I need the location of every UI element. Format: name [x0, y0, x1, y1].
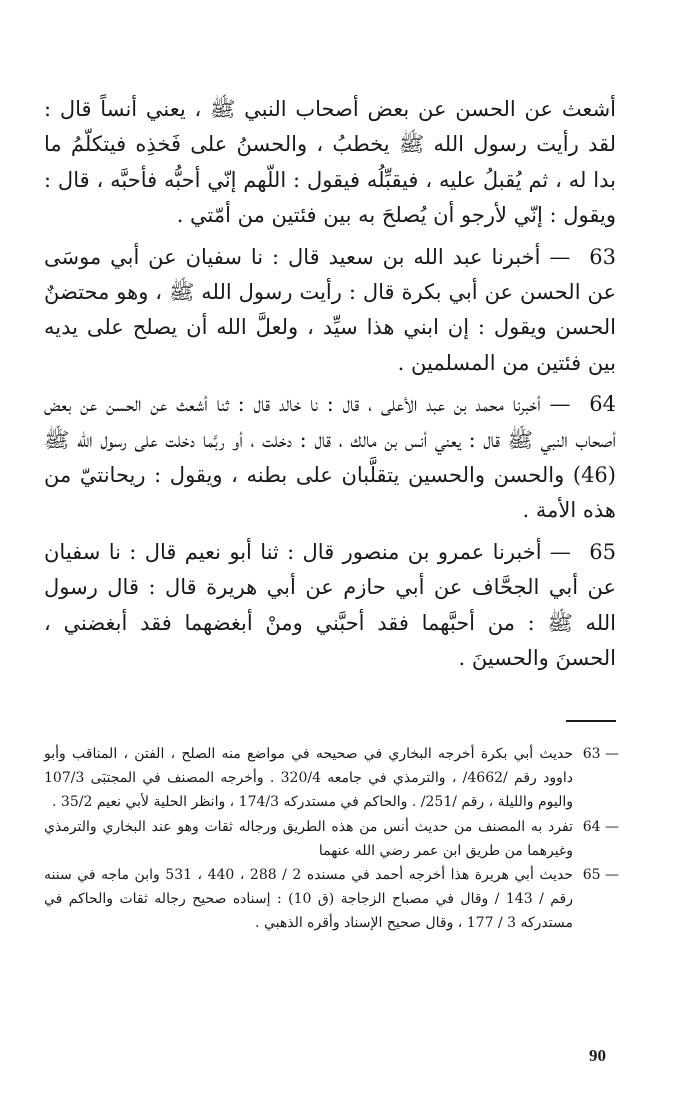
- hadith-64: [44, 387, 616, 529]
- hadith-number: 65: [589, 539, 616, 564]
- hadith-number: 64: [589, 392, 616, 417]
- main-text: [44, 92, 616, 683]
- footnote-text: تفرد به المصنف من حديث أنس من هذه الطريق ورجاله ثقات وهو عند البخاري والترمذي وغيرهما من طريق ابن عمر رضي الله عنهما: [44, 818, 573, 859]
- hadith-text: — أخبرنا عبد الله بن سعيد قال : نا سفيان عن أبي موسَى عن الحسن عن أبي بكرة قال : رأيت رسول الله ﷺ ، وهو محتضنٌ الحسن ويقول : إن ابني هذا سيِّد ، ولعلَّ الله أن يصلح على يديه بين فئتين من المسلمين .: [44, 244, 616, 375]
- hadith-text: — أخبرنا عمرو بن منصور قال : ثنا أبو نعيم قال : نا سفيان عن أبي الجحَّاف عن أبي حازم عن أبي هريرة قال : قال رسول الله ﷺ : من أحبَّهما فقد أحبَّني ومنْ أبغضهما فقد أبغضني ، الحسنَ والحسينَ .: [44, 539, 616, 671]
- footnote-number: 65 —: [582, 867, 619, 884]
- footnote-text: حديث أبي بكرة أخرجه البخاري في صحيحه في مواضع منه الصلح ، الفتن ، المناقب وأبو داوود رقم /4662/ ، والترمذي في جامعه 320/4 . وأخرجه المصنف في المجتبَى 107/3 واليوم والليلة ، رقم /251/ . والحاكم في مستدركه 174/3 ، وانظر الحلية لأبي نعيم 35/2 .: [44, 746, 573, 811]
- hadith-65: [44, 535, 616, 677]
- footnote-63: [44, 742, 619, 815]
- hadith-63: [44, 240, 616, 382]
- paragraph-text: أشعث عن الحسن عن بعض أصحاب النبي ﷺ ، يعني أنساً قال : لقد رأيت رسول الله ﷺ يخطبُ ، والحسنُ على فَخذِه فيتكلّمُ ما بدا له ، ثم يُقبلُ عليه ، فيقبِّلُه فيقول : اللّهم إنّي أحبُّه فأحبَّه ، قال : ويقول : إنّي لأرجو أن يُصلحَ به بين فئتين من أمّتي .: [44, 97, 616, 228]
- footnotes: [44, 742, 619, 936]
- footnote-number: 63 —: [582, 746, 619, 762]
- footnote-text: حديث أبي هريرة هذا أخرجه أحمد في مسنده 2 / 288 ، 440 ، 531 وابن ماجه في سننه رقم / 143 / وقال في مصباح الزجاجة (ق 10) : إسناده صحيح رجاله ثقات والحاكم في مستدركه 3 / 177 ، وقال صحيح الإسناد وأقره الذهبي .: [44, 867, 574, 932]
- footnote-divider: [566, 720, 616, 722]
- footnote-64: [44, 815, 619, 863]
- paragraph-continuation: [44, 92, 616, 234]
- hadith-number: 63: [589, 244, 616, 269]
- page-number: 90: [589, 1046, 606, 1065]
- footnote-65: [44, 863, 619, 936]
- footnote-number: 64 —: [582, 818, 619, 835]
- hadith-text: — أخبرنا محمد بن عبد الأعلى ، قال : نا خالد قال : ثنا أشعث عن الحسن عن بعض أصحاب النبي ﷺ قال : يعني أنس بن مالك ، قال : دخلت ، أو ربَّما دخلت على رسول الله ﷺ (46) والحسن والحسين يتقلَّبان على بطنه ، ويقول : ريحانتيّ من هذه الأمة .: [44, 392, 616, 523]
